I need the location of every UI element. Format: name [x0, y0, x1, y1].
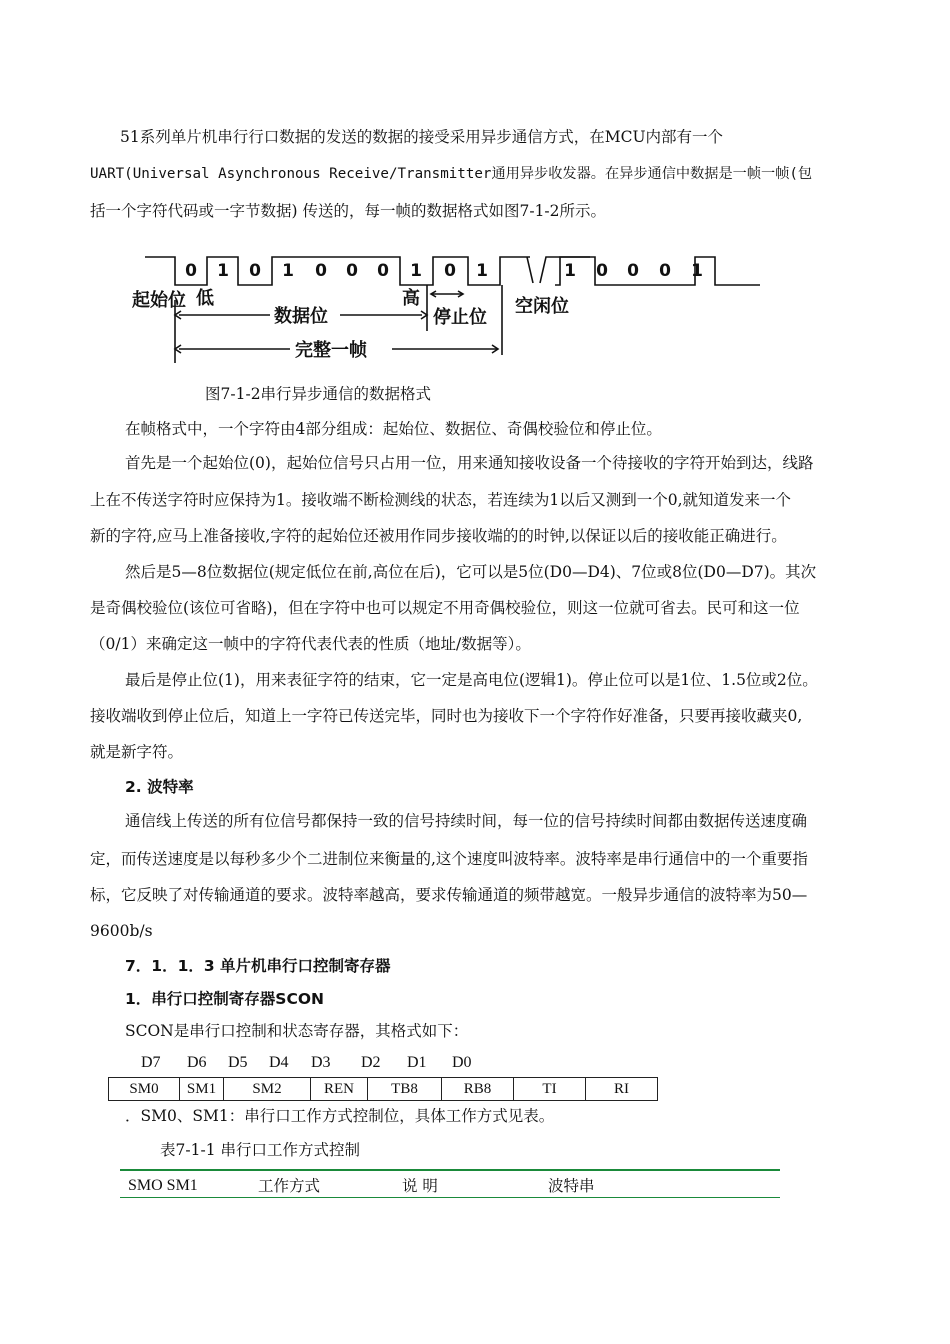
- paragraph-line: 新的字符,应马上准备接收,字符的起始位还被用作同步接收端的的时钟,以保证以后的接收能正确进行。: [90, 527, 787, 545]
- register-cell: SM1: [180, 1078, 224, 1101]
- paragraph-line: 是奇偶校验位(该位可省略)，但在字符中也可以规定不用奇偶校验位，则这一位就可省去。民可和这一位: [90, 599, 800, 617]
- register-bit-label: D5: [228, 1054, 248, 1071]
- paragraph-line: 首先是一个起始位(0)，起始位信号只占用一位，用来通知接收设备一个待接收的字符开始到达，线路: [125, 454, 814, 472]
- label-low: 低: [196, 288, 214, 309]
- label-stop-bit: 停止位: [433, 307, 487, 328]
- register-bit-label: D3: [311, 1054, 331, 1071]
- bit-value: 0: [627, 261, 639, 281]
- register-bit-label: D2: [361, 1054, 381, 1071]
- paragraph-line: 在帧格式中，一个字符由4部分组成：起始位、数据位、奇偶校验位和停止位。: [125, 420, 662, 438]
- heading-section: 7．1．1．3 单片机串行口控制寄存器: [125, 957, 391, 975]
- table-caption: 表7-1-1 串行口工作方式控制: [160, 1141, 360, 1159]
- label-start-bit: 起始位: [132, 290, 186, 311]
- bit-value: 0: [315, 261, 327, 281]
- heading-baud-rate: 2. 波特率: [125, 778, 194, 796]
- register-cell: REN: [311, 1078, 368, 1101]
- paragraph-line: 接收端收到停止位后，知道上一字符已传送完毕，同时也为接收下一个字符作好准备，只要再接收藏夹0,: [90, 707, 803, 725]
- register-cell: SM0: [109, 1078, 180, 1101]
- bit-value: 1: [691, 261, 703, 281]
- paragraph-line: UART(Universal Asynchronous Receive/Transmitter通用异步收发器。在异步通信中数据是一帧一帧(包: [90, 166, 813, 182]
- paragraph-line: 就是新字符。: [90, 743, 184, 761]
- paragraph-line: （0/1）来确定这一帧中的字符代表代表的性质（地址/数据等）。: [90, 635, 531, 653]
- register-cell: SM2: [224, 1078, 311, 1101]
- table-header-cell: SMO SM1: [128, 1177, 198, 1194]
- scon-register-table: [108, 1077, 658, 1101]
- paragraph-line: 定，而传送速度是以每秒多少个二进制位来衡量的,这个速度叫波特率。波特率是串行通信中的一个重要指: [90, 850, 808, 868]
- label-idle-bit: 空闲位: [515, 296, 569, 317]
- bit-value: 0: [346, 261, 358, 281]
- bit-value: 1: [282, 261, 294, 281]
- paragraph-line: 括一个字符代码或一字节数据) 传送的，每一帧的数据格式如图7-1-2所示。: [90, 202, 607, 220]
- register-bit-label: D4: [269, 1054, 289, 1071]
- paragraph-line: ．SM0、SM1：串行口工作方式控制位，具体工作方式见表。: [125, 1107, 555, 1125]
- register-cell: RI: [586, 1078, 658, 1101]
- paragraph-line: SCON是串行口控制和状态寄存器，其格式如下：: [125, 1022, 469, 1040]
- frame-format-diagram: [130, 245, 770, 370]
- paragraph-line: 然后是5—8位数据位(规定低位在前,高位在后)，它可以是5位(D0—D4)、7位或8位(D0—D7)。其次: [125, 563, 817, 581]
- figure-caption: 图7-1-2串行异步通信的数据格式: [205, 385, 432, 403]
- paragraph-line: 9600b/s: [90, 922, 153, 940]
- paragraph-line: 通信线上传送的所有位信号都保持一致的信号持续时间，每一位的信号持续时间都由数据传送速度确: [125, 812, 808, 830]
- bit-value: 1: [564, 261, 576, 281]
- bit-value: 0: [444, 261, 456, 281]
- bit-value: 0: [249, 261, 261, 281]
- label-data-bits: 数据位: [274, 306, 328, 327]
- table-header-cell: 波特串: [548, 1177, 595, 1195]
- label-high: 高: [402, 288, 420, 309]
- table-header-cell: 说 明: [402, 1177, 438, 1195]
- bit-value: 1: [410, 261, 422, 281]
- bit-value: 1: [217, 261, 229, 281]
- label-full-frame: 完整一帧: [295, 340, 367, 361]
- bit-value: 0: [659, 261, 671, 281]
- paragraph-line: 标，它反映了对传输通道的要求。波特率越高，要求传输通道的频带越宽。一般异步通信的波特率为50—: [90, 886, 808, 904]
- table-header-rule: [120, 1197, 780, 1198]
- table-top-rule: [120, 1169, 780, 1171]
- register-bit-label: D1: [407, 1054, 427, 1071]
- bit-value: 0: [377, 261, 389, 281]
- bit-value: 0: [596, 261, 608, 281]
- register-bit-label: D6: [187, 1054, 207, 1071]
- register-cell: RB8: [442, 1078, 514, 1101]
- register-bit-label: D7: [141, 1054, 161, 1071]
- table-header-cell: 工作方式: [258, 1177, 321, 1195]
- paragraph-line: 最后是停止位(1)，用来表征字符的结束，它一定是高电位(逻辑1)。停止位可以是1位、1.5位或2位。: [125, 671, 818, 689]
- paragraph-line: 51系列单片机串行行口数据的发送的数据的接受采用异步通信方式，在MCU内部有一个: [120, 128, 724, 146]
- heading-scon: 1．串行口控制寄存器SCON: [125, 990, 324, 1008]
- register-cell: TI: [514, 1078, 586, 1101]
- table-row: [109, 1078, 658, 1101]
- register-bit-label: D0: [452, 1054, 472, 1071]
- paragraph-line: 上在不传送字符时应保持为1。接收端不断检测线的状态，若连续为1以后又测到一个0,就知道发来一个: [90, 491, 792, 509]
- bit-value: 0: [185, 261, 197, 281]
- register-cell: TB8: [368, 1078, 442, 1101]
- bit-value: 1: [476, 261, 488, 281]
